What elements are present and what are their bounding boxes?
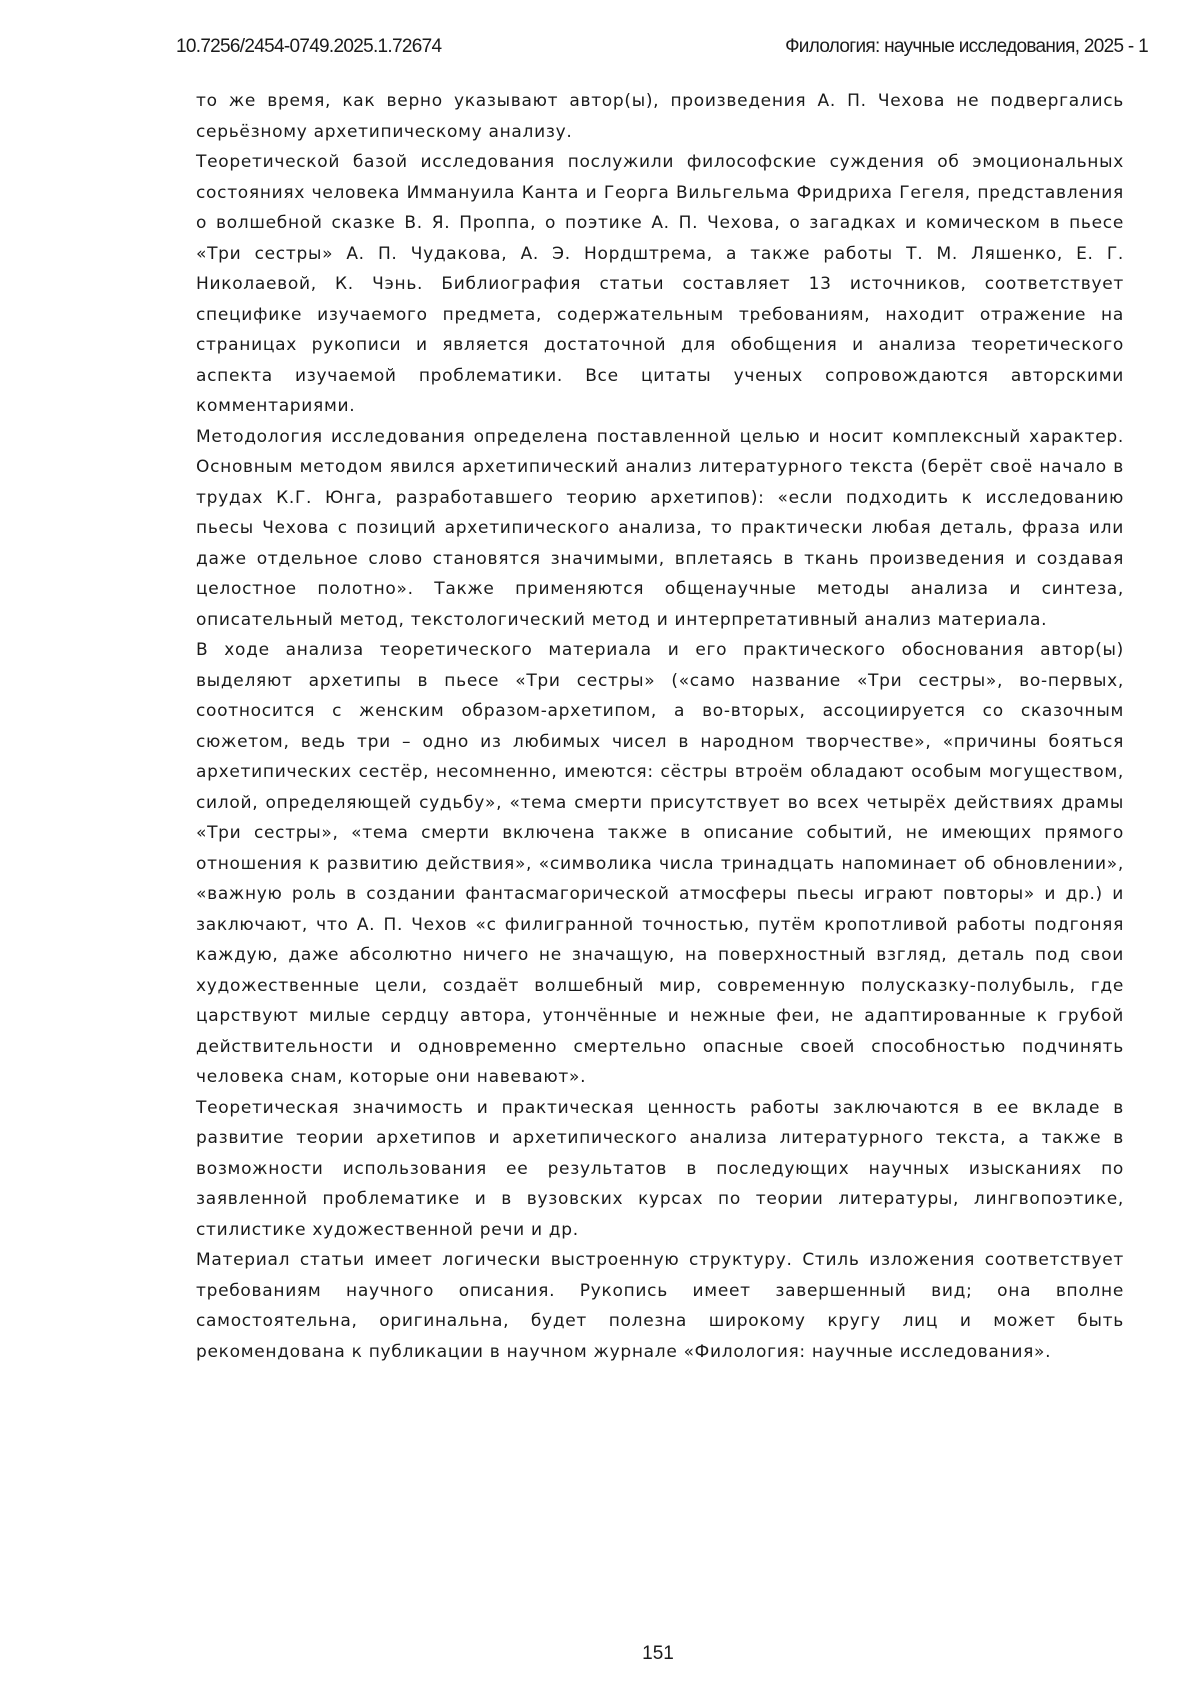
paragraph-analysis-results: В ходе анализа теоретического материала и его практического обоснования автор(ы) выделяют архетипы в пьесе «Три сестры» («само название «Три сестры», во-первых, соотносится с женским образом-архетипом, а во-вторых, ассоциируется со сказочным сюжетом, ведь три – одно из любимых чисел в народном творчестве», «причины бояться архетипических сестёр, несомненно, имеются: сёстры втроём обладают особым могуществом, силой, определяющей судьбу», «тема смерти присутствует во всех четырёх действиях драмы «Три сестры», «тема смерти включена также в описание событий, не имеющих прямого отношения к развитию действия», «символика числа тринадцать напоминает об обновлении», «важную роль в создании фантасмагорической атмосферы пьесы играют повторы» и др.) и заключают, что А. П. Чехов «с филигранной точностью, путём кропотливой работы подгоняя каждую, даже абсолютно ничего не значащую, на поверхностный взгляд, деталь под свои художественные цели, создаёт волшебный мир, современную полусказку-полубыль, где царствуют милые сердцу автора, утончённые и нежные феи, не адаптированные к грубой действительности и одновременно смертельно опасные своей способностью подчинять человека снам, которые они навевают».	[196, 640, 1124, 1087]
paragraph-methodology: Методология исследования определена поставленной целью и носит комплексный характер. Основным методом явился архетипический анализ литературного текста (берёт своё начало в трудах К.Г. Юнга, разработавшего теорию архетипов): «если подходить к исследованию пьесы Чехова с позиций архетипического анализа, то практически любая деталь, фраза или даже отдельное слово становятся значимыми, вплетаясь в ткань произведения и создавая целостное полотно». Также применяются общенаучные методы анализа и синтеза, описательный метод, текстологический метод и интерпретативный анализ материала.	[196, 426, 1124, 630]
paragraph-archetypal-analysis-gap: то же время, как верно указывают автор(ы), произведения А. П. Чехова не подвергались серьёзному архетипическому анализу.	[196, 91, 1124, 142]
running-header	[176, 36, 1148, 62]
paragraph-conclusion: Материал статьи имеет логически выстроенную структуру. Стиль изложения соответствует требованиям научного описания. Рукопись имеет завершенный вид; она вполне самостоятельна, оригинальна, будет полезна широкому кругу лиц и может быть рекомендована к публикации в научном журнале «Филология: научные исследования».	[196, 1250, 1124, 1362]
article-body	[196, 86, 1124, 1367]
journal-issue-label: Филология: научные исследования, 2025 - 1	[785, 36, 1148, 57]
page-number: 151	[642, 1643, 674, 1664]
doi-label: 10.7256/2454-0749.2025.1.72674	[176, 36, 442, 57]
paragraph-significance: Теоретическая значимость и практическая ценность работы заключаются в ее вкладе в развитие теории архетипов и архетипического анализа литературного текста, а также в возможности использования ее результатов в последующих научных изысканиях по заявленной проблематике и в вузовских курсах по теории литературы, лингвопоэтике, стилистике художественной речи и др.	[196, 1097, 1124, 1240]
paragraph-theoretical-base: Теоретической базой исследования послужили философские суждения об эмоциональных состояниях человека Иммануила Канта и Георга Вильгельма Фридриха Гегеля, представления о волшебной сказке В. Я. Проппа, о поэтике А. П. Чехова, о загадках и комическом в пьесе «Три сестры» А. П. Чудакова, А. Э. Нордштрема, а также работы Т. М. Ляшенко, Е. Г. Николаевой, К. Чэнь. Библиография статьи составляет 13 источников, соответствует специфике изучаемого предмета, содержательным требованиям, находит отражение на страницах рукописи и является достаточной для обобщения и анализа теоретического аспекта изучаемой проблематики. Все цитаты ученых сопровождаются авторскими комментариями.	[196, 152, 1124, 416]
